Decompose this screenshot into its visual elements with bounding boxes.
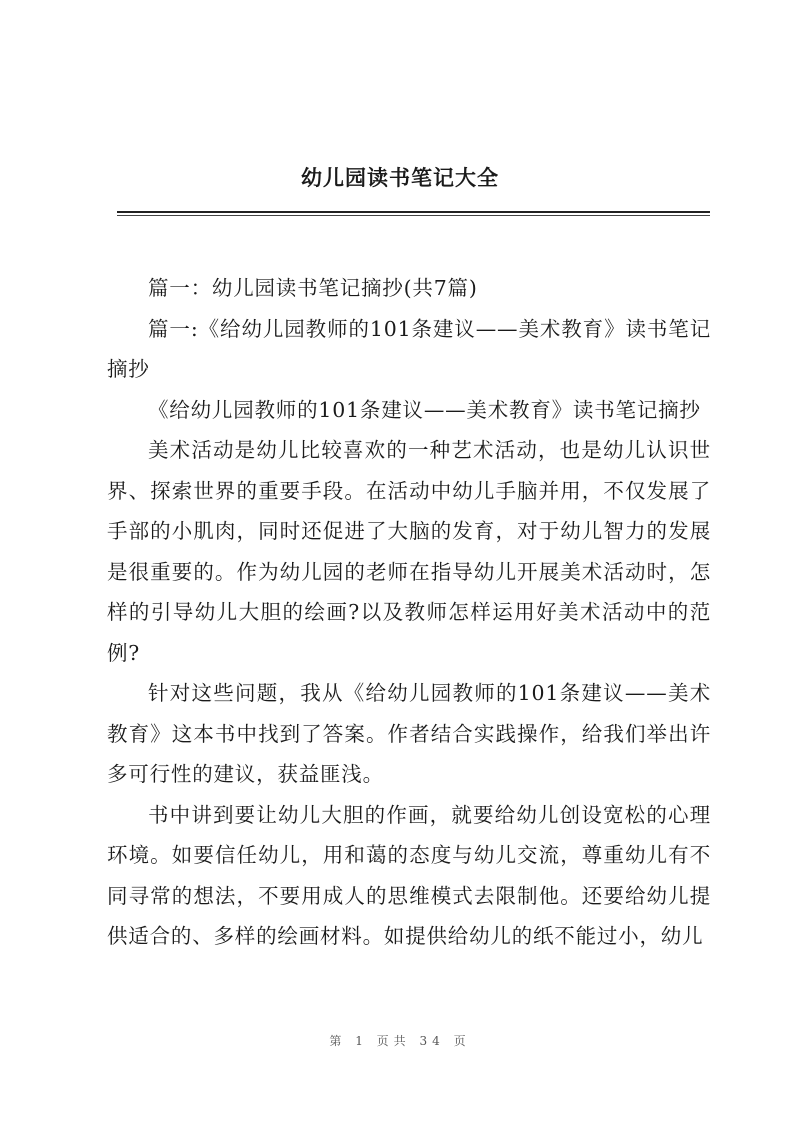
paragraph-4: 美术活动是幼儿比较喜欢的一种艺术活动，也是幼儿认识世界、探索世界的重要手段。在活动中幼儿手脑并用，不仅发展了手部的小肌肉，同时还促进了大脑的发育，对于幼儿智力的发展是很重要的。作为幼儿园的老师在指导幼儿开展美术活动时，怎样的引导幼儿大胆的绘画?以及教师怎样运用好美术活动中的范例? xyxy=(107,438,711,665)
title-divider xyxy=(117,211,710,213)
page-footer: 第 1 页共 34 页 xyxy=(329,1034,471,1048)
document-body xyxy=(107,268,711,957)
paragraph-6: 书中讲到要让幼儿大胆的作画，就要给幼儿创设宽松的心理环境。如要信任幼儿，用和蔼的态度与幼儿交流，尊重幼儿有不同寻常的想法，不要用成人的思维模式去限制他。还要给幼儿提供适合的、多样的绘画材料。如提供给幼儿的纸不能过小，幼儿 xyxy=(107,802,711,948)
paragraph-2: 篇一:《给幼儿园教师的101条建议——美术教育》读书笔记摘抄 xyxy=(107,316,711,381)
page-title: 幼儿园读书笔记大全 xyxy=(301,166,499,190)
paragraph-3: 《给幼儿园教师的101条建议——美术教育》读书笔记摘抄 xyxy=(148,397,701,422)
paragraph-5: 针对这些问题，我从《给幼儿园教师的101条建议——美术教育》这本书中找到了答案。作者结合实践操作，给我们举出许多可行性的建议，获益匪浅。 xyxy=(107,681,711,786)
title-divider-thin xyxy=(117,215,710,216)
paragraph-1: 篇一：幼儿园读书笔记摘抄(共7篇) xyxy=(148,276,478,300)
